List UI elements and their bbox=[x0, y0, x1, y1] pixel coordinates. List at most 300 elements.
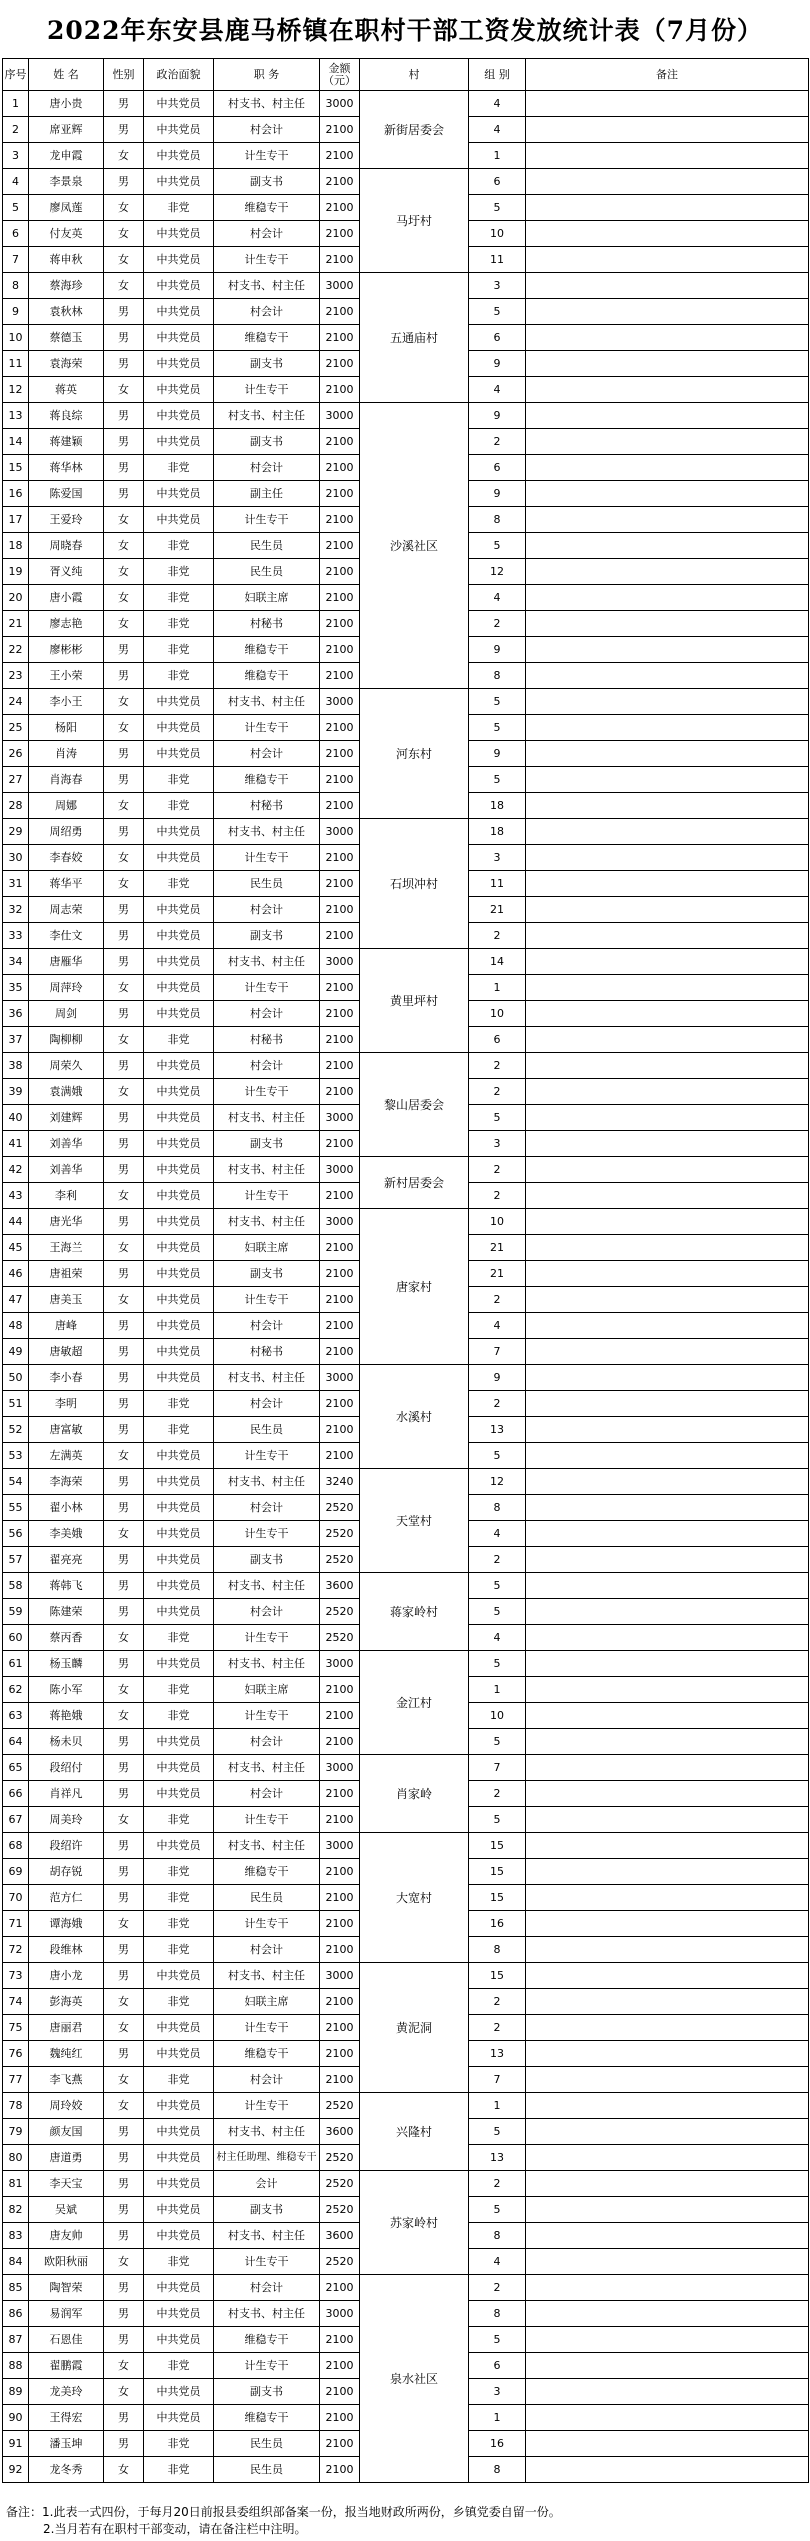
cell-no: 9 bbox=[3, 299, 29, 325]
cell-name: 蒋艳娥 bbox=[29, 1703, 104, 1729]
cell-amount: 2100 bbox=[320, 1053, 360, 1079]
cell-name: 蒋申秋 bbox=[29, 247, 104, 273]
cell-group: 8 bbox=[469, 507, 526, 533]
cell-amount: 2100 bbox=[320, 2067, 360, 2093]
cell-group: 10 bbox=[469, 221, 526, 247]
cell-amount: 2100 bbox=[320, 507, 360, 533]
header-group: 组 别 bbox=[469, 59, 526, 91]
cell-remark bbox=[526, 949, 809, 975]
cell-sex: 女 bbox=[104, 845, 144, 871]
cell-name: 吴斌 bbox=[29, 2197, 104, 2223]
cell-post: 村会计 bbox=[214, 1001, 320, 1027]
cell-post: 村秘书 bbox=[214, 1027, 320, 1053]
cell-post: 副支书 bbox=[214, 169, 320, 195]
cell-party: 非党 bbox=[144, 585, 214, 611]
cell-group: 7 bbox=[469, 1755, 526, 1781]
cell-name: 唐富敏 bbox=[29, 1417, 104, 1443]
cell-amount: 2100 bbox=[320, 2353, 360, 2379]
cell-post: 村支书、村主任 bbox=[214, 2301, 320, 2327]
cell-remark bbox=[526, 2249, 809, 2275]
cell-party: 中共党员 bbox=[144, 1079, 214, 1105]
table-row bbox=[3, 91, 809, 117]
cell-group: 4 bbox=[469, 1625, 526, 1651]
cell-post: 村支书、村主任 bbox=[214, 1209, 320, 1235]
cell-sex: 女 bbox=[104, 143, 144, 169]
cell-amount: 2100 bbox=[320, 2275, 360, 2301]
cell-amount: 2100 bbox=[320, 2041, 360, 2067]
cell-post: 村支书、村主任 bbox=[214, 1755, 320, 1781]
cell-sex: 男 bbox=[104, 949, 144, 975]
cell-group: 15 bbox=[469, 1833, 526, 1859]
cell-remark bbox=[526, 637, 809, 663]
cell-sex: 男 bbox=[104, 1469, 144, 1495]
cell-name: 胥义纯 bbox=[29, 559, 104, 585]
cell-post: 村支书、村主任 bbox=[214, 689, 320, 715]
cell-no: 28 bbox=[3, 793, 29, 819]
cell-sex: 男 bbox=[104, 741, 144, 767]
cell-remark bbox=[526, 2197, 809, 2223]
table-header-row bbox=[3, 59, 809, 91]
cell-sex: 男 bbox=[104, 1339, 144, 1365]
cell-sex: 男 bbox=[104, 481, 144, 507]
cell-party: 非党 bbox=[144, 767, 214, 793]
cell-no: 71 bbox=[3, 1911, 29, 1937]
cell-no: 24 bbox=[3, 689, 29, 715]
cell-party: 非党 bbox=[144, 2067, 214, 2093]
cell-no: 7 bbox=[3, 247, 29, 273]
cell-no: 35 bbox=[3, 975, 29, 1001]
cell-post: 民生员 bbox=[214, 559, 320, 585]
cell-village: 水溪村 bbox=[360, 1365, 469, 1469]
cell-name: 蒋韩飞 bbox=[29, 1573, 104, 1599]
cell-post: 民生员 bbox=[214, 2457, 320, 2483]
cell-party: 中共党员 bbox=[144, 481, 214, 507]
cell-remark bbox=[526, 1027, 809, 1053]
cell-party: 中共党员 bbox=[144, 1755, 214, 1781]
cell-sex: 男 bbox=[104, 897, 144, 923]
cell-amount: 2520 bbox=[320, 1625, 360, 1651]
cell-amount: 3240 bbox=[320, 1469, 360, 1495]
cell-post: 村会计 bbox=[214, 1729, 320, 1755]
cell-name: 李明 bbox=[29, 1391, 104, 1417]
cell-post: 计生专干 bbox=[214, 143, 320, 169]
cell-amount: 2100 bbox=[320, 1131, 360, 1157]
cell-name: 李利 bbox=[29, 1183, 104, 1209]
cell-name: 唐小霞 bbox=[29, 585, 104, 611]
cell-sex: 女 bbox=[104, 1703, 144, 1729]
cell-no: 72 bbox=[3, 1937, 29, 1963]
cell-group: 16 bbox=[469, 1911, 526, 1937]
cell-no: 21 bbox=[3, 611, 29, 637]
cell-sex: 男 bbox=[104, 2041, 144, 2067]
cell-village: 河东村 bbox=[360, 689, 469, 819]
cell-party: 中共党员 bbox=[144, 715, 214, 741]
cell-remark bbox=[526, 2171, 809, 2197]
cell-post: 村支书、村主任 bbox=[214, 1469, 320, 1495]
cell-amount: 3000 bbox=[320, 403, 360, 429]
cell-group: 5 bbox=[469, 2197, 526, 2223]
cell-group: 1 bbox=[469, 1677, 526, 1703]
cell-remark bbox=[526, 585, 809, 611]
cell-party: 中共党员 bbox=[144, 897, 214, 923]
cell-party: 中共党员 bbox=[144, 1157, 214, 1183]
cell-village: 金江村 bbox=[360, 1651, 469, 1755]
cell-post: 副支书 bbox=[214, 2379, 320, 2405]
cell-post: 副支书 bbox=[214, 1547, 320, 1573]
cell-party: 中共党员 bbox=[144, 1053, 214, 1079]
cell-party: 中共党员 bbox=[144, 689, 214, 715]
cell-no: 92 bbox=[3, 2457, 29, 2483]
cell-no: 34 bbox=[3, 949, 29, 975]
cell-amount: 3000 bbox=[320, 1755, 360, 1781]
cell-sex: 男 bbox=[104, 1885, 144, 1911]
cell-party: 中共党员 bbox=[144, 1963, 214, 1989]
cell-amount: 2520 bbox=[320, 1521, 360, 1547]
cell-name: 范方仁 bbox=[29, 1885, 104, 1911]
cell-party: 中共党员 bbox=[144, 1833, 214, 1859]
table-row bbox=[3, 1365, 809, 1391]
cell-name: 蔡丙香 bbox=[29, 1625, 104, 1651]
cell-group: 11 bbox=[469, 247, 526, 273]
cell-post: 维稳专干 bbox=[214, 325, 320, 351]
cell-remark bbox=[526, 377, 809, 403]
cell-sex: 男 bbox=[104, 169, 144, 195]
cell-party: 中共党员 bbox=[144, 1287, 214, 1313]
cell-name: 廖彬彬 bbox=[29, 637, 104, 663]
cell-no: 36 bbox=[3, 1001, 29, 1027]
cell-post: 村支书、村主任 bbox=[214, 91, 320, 117]
cell-amount: 2100 bbox=[320, 767, 360, 793]
cell-party: 中共党员 bbox=[144, 1495, 214, 1521]
table-row bbox=[3, 273, 809, 299]
cell-amount: 2100 bbox=[320, 1781, 360, 1807]
cell-no: 86 bbox=[3, 2301, 29, 2327]
cell-name: 陈建荣 bbox=[29, 1599, 104, 1625]
cell-group: 2 bbox=[469, 2171, 526, 2197]
cell-group: 5 bbox=[469, 767, 526, 793]
cell-party: 中共党员 bbox=[144, 1729, 214, 1755]
cell-amount: 2100 bbox=[320, 1235, 360, 1261]
cell-remark bbox=[526, 559, 809, 585]
cell-group: 2 bbox=[469, 611, 526, 637]
cell-party: 中共党员 bbox=[144, 2041, 214, 2067]
cell-post: 村支书、村主任 bbox=[214, 949, 320, 975]
cell-sex: 男 bbox=[104, 429, 144, 455]
cell-remark bbox=[526, 221, 809, 247]
cell-name: 唐光华 bbox=[29, 1209, 104, 1235]
cell-party: 非党 bbox=[144, 1703, 214, 1729]
cell-no: 31 bbox=[3, 871, 29, 897]
cell-post: 妇联主席 bbox=[214, 1235, 320, 1261]
table-row bbox=[3, 1833, 809, 1859]
cell-name: 颜友国 bbox=[29, 2119, 104, 2145]
cell-party: 中共党员 bbox=[144, 273, 214, 299]
cell-group: 7 bbox=[469, 1339, 526, 1365]
cell-party: 中共党员 bbox=[144, 403, 214, 429]
cell-village: 黎山居委会 bbox=[360, 1053, 469, 1157]
cell-remark bbox=[526, 2223, 809, 2249]
cell-sex: 男 bbox=[104, 1261, 144, 1287]
table-row bbox=[3, 1651, 809, 1677]
cell-no: 62 bbox=[3, 1677, 29, 1703]
cell-sex: 男 bbox=[104, 1131, 144, 1157]
cell-sex: 男 bbox=[104, 1365, 144, 1391]
cell-group: 8 bbox=[469, 1937, 526, 1963]
cell-group: 5 bbox=[469, 1105, 526, 1131]
cell-sex: 女 bbox=[104, 1443, 144, 1469]
cell-name: 段维林 bbox=[29, 1937, 104, 1963]
cell-remark bbox=[526, 2457, 809, 2483]
cell-post: 村支书、村主任 bbox=[214, 2119, 320, 2145]
cell-group: 4 bbox=[469, 117, 526, 143]
cell-village: 五通庙村 bbox=[360, 273, 469, 403]
cell-sex: 男 bbox=[104, 299, 144, 325]
cell-post: 村支书、村主任 bbox=[214, 1573, 320, 1599]
cell-sex: 女 bbox=[104, 2249, 144, 2275]
cell-village: 沙溪社区 bbox=[360, 403, 469, 689]
cell-no: 8 bbox=[3, 273, 29, 299]
cell-amount: 2100 bbox=[320, 845, 360, 871]
cell-name: 唐美玉 bbox=[29, 1287, 104, 1313]
cell-amount: 3000 bbox=[320, 1209, 360, 1235]
cell-party: 中共党员 bbox=[144, 2405, 214, 2431]
cell-amount: 3000 bbox=[320, 91, 360, 117]
cell-sex: 男 bbox=[104, 1053, 144, 1079]
cell-group: 6 bbox=[469, 2353, 526, 2379]
cell-remark bbox=[526, 1963, 809, 1989]
cell-no: 49 bbox=[3, 1339, 29, 1365]
cell-no: 25 bbox=[3, 715, 29, 741]
cell-party: 中共党员 bbox=[144, 2327, 214, 2353]
cell-group: 8 bbox=[469, 2457, 526, 2483]
cell-name: 石恩佳 bbox=[29, 2327, 104, 2353]
cell-group: 21 bbox=[469, 1235, 526, 1261]
cell-party: 非党 bbox=[144, 195, 214, 221]
cell-name: 周绍勇 bbox=[29, 819, 104, 845]
cell-post: 妇联主席 bbox=[214, 1989, 320, 2015]
cell-party: 中共党员 bbox=[144, 1105, 214, 1131]
cell-name: 唐雁华 bbox=[29, 949, 104, 975]
cell-remark bbox=[526, 117, 809, 143]
cell-village: 石坝冲村 bbox=[360, 819, 469, 949]
cell-no: 55 bbox=[3, 1495, 29, 1521]
cell-no: 43 bbox=[3, 1183, 29, 1209]
header-village: 村 bbox=[360, 59, 469, 91]
cell-name: 李春姣 bbox=[29, 845, 104, 871]
cell-remark bbox=[526, 2145, 809, 2171]
cell-no: 85 bbox=[3, 2275, 29, 2301]
cell-remark bbox=[526, 1105, 809, 1131]
cell-post: 村会计 bbox=[214, 2067, 320, 2093]
cell-remark bbox=[526, 1495, 809, 1521]
cell-name: 唐敏超 bbox=[29, 1339, 104, 1365]
cell-amount: 2100 bbox=[320, 1027, 360, 1053]
cell-post: 村支书、村主任 bbox=[214, 1651, 320, 1677]
cell-no: 18 bbox=[3, 533, 29, 559]
cell-post: 计生专干 bbox=[214, 715, 320, 741]
cell-sex: 男 bbox=[104, 1417, 144, 1443]
cell-amount: 2100 bbox=[320, 1391, 360, 1417]
cell-party: 中共党员 bbox=[144, 741, 214, 767]
table-row bbox=[3, 2093, 809, 2119]
cell-no: 16 bbox=[3, 481, 29, 507]
cell-amount: 2100 bbox=[320, 377, 360, 403]
cell-name: 唐丽君 bbox=[29, 2015, 104, 2041]
cell-post: 计生专干 bbox=[214, 2249, 320, 2275]
cell-group: 1 bbox=[469, 2405, 526, 2431]
cell-sex: 女 bbox=[104, 2067, 144, 2093]
cell-name: 蔡海珍 bbox=[29, 273, 104, 299]
cell-remark bbox=[526, 2431, 809, 2457]
cell-post: 维稳专干 bbox=[214, 2327, 320, 2353]
cell-remark bbox=[526, 1391, 809, 1417]
cell-amount: 2100 bbox=[320, 1417, 360, 1443]
cell-name: 李小春 bbox=[29, 1365, 104, 1391]
cell-no: 51 bbox=[3, 1391, 29, 1417]
cell-name: 王小荣 bbox=[29, 663, 104, 689]
cell-group: 13 bbox=[469, 1417, 526, 1443]
cell-remark bbox=[526, 1183, 809, 1209]
cell-name: 肖海春 bbox=[29, 767, 104, 793]
cell-post: 副支书 bbox=[214, 2197, 320, 2223]
cell-no: 56 bbox=[3, 1521, 29, 1547]
cell-post: 村支书、村主任 bbox=[214, 2223, 320, 2249]
cell-amount: 2100 bbox=[320, 1183, 360, 1209]
cell-amount: 2100 bbox=[320, 351, 360, 377]
cell-amount: 2520 bbox=[320, 2171, 360, 2197]
cell-post: 村支书、村主任 bbox=[214, 1833, 320, 1859]
cell-no: 38 bbox=[3, 1053, 29, 1079]
cell-no: 5 bbox=[3, 195, 29, 221]
cell-sex: 女 bbox=[104, 2353, 144, 2379]
cell-group: 3 bbox=[469, 1131, 526, 1157]
cell-party: 中共党员 bbox=[144, 429, 214, 455]
cell-amount: 2520 bbox=[320, 1599, 360, 1625]
cell-party: 中共党员 bbox=[144, 1651, 214, 1677]
cell-no: 88 bbox=[3, 2353, 29, 2379]
cell-no: 4 bbox=[3, 169, 29, 195]
cell-name: 廖志艳 bbox=[29, 611, 104, 637]
cell-party: 非党 bbox=[144, 2457, 214, 2483]
cell-sex: 男 bbox=[104, 1833, 144, 1859]
cell-sex: 男 bbox=[104, 1001, 144, 1027]
header-remark: 备注 bbox=[526, 59, 809, 91]
cell-post: 村会计 bbox=[214, 1599, 320, 1625]
cell-no: 10 bbox=[3, 325, 29, 351]
cell-village: 兴隆村 bbox=[360, 2093, 469, 2171]
cell-name: 胡存锐 bbox=[29, 1859, 104, 1885]
cell-name: 陶柳柳 bbox=[29, 1027, 104, 1053]
cell-name: 蒋良综 bbox=[29, 403, 104, 429]
cell-name: 段绍付 bbox=[29, 1755, 104, 1781]
cell-post: 村会计 bbox=[214, 117, 320, 143]
cell-remark bbox=[526, 1547, 809, 1573]
cell-party: 中共党员 bbox=[144, 325, 214, 351]
cell-party: 中共党员 bbox=[144, 1443, 214, 1469]
cell-sex: 女 bbox=[104, 2093, 144, 2119]
cell-village: 新村居委会 bbox=[360, 1157, 469, 1209]
cell-amount: 3000 bbox=[320, 1963, 360, 1989]
cell-sex: 男 bbox=[104, 403, 144, 429]
cell-name: 席亚辉 bbox=[29, 117, 104, 143]
cell-group: 18 bbox=[469, 819, 526, 845]
cell-post: 副支书 bbox=[214, 429, 320, 455]
cell-group: 6 bbox=[469, 1027, 526, 1053]
table-row bbox=[3, 1963, 809, 1989]
cell-group: 2 bbox=[469, 1183, 526, 1209]
cell-remark bbox=[526, 1417, 809, 1443]
cell-name: 唐道勇 bbox=[29, 2145, 104, 2171]
cell-name: 李景泉 bbox=[29, 169, 104, 195]
cell-post: 村会计 bbox=[214, 1391, 320, 1417]
cell-post: 村秘书 bbox=[214, 793, 320, 819]
cell-remark bbox=[526, 871, 809, 897]
cell-post: 计生专干 bbox=[214, 1443, 320, 1469]
cell-group: 2 bbox=[469, 1079, 526, 1105]
cell-party: 中共党员 bbox=[144, 143, 214, 169]
cell-group: 4 bbox=[469, 1313, 526, 1339]
cell-party: 中共党员 bbox=[144, 1183, 214, 1209]
cell-amount: 2100 bbox=[320, 481, 360, 507]
cell-post: 计生专干 bbox=[214, 1521, 320, 1547]
cell-no: 39 bbox=[3, 1079, 29, 1105]
cell-amount: 2100 bbox=[320, 637, 360, 663]
cell-amount: 2100 bbox=[320, 741, 360, 767]
cell-group: 6 bbox=[469, 455, 526, 481]
cell-village: 天堂村 bbox=[360, 1469, 469, 1573]
cell-sex: 男 bbox=[104, 1157, 144, 1183]
footnotes bbox=[0, 2504, 810, 2541]
cell-sex: 男 bbox=[104, 1313, 144, 1339]
cell-remark bbox=[526, 2015, 809, 2041]
cell-sex: 男 bbox=[104, 2431, 144, 2457]
table-row bbox=[3, 1157, 809, 1183]
cell-party: 中共党员 bbox=[144, 949, 214, 975]
cell-sex: 女 bbox=[104, 1027, 144, 1053]
cell-name: 易润军 bbox=[29, 2301, 104, 2327]
cell-sex: 男 bbox=[104, 2197, 144, 2223]
cell-amount: 2100 bbox=[320, 2457, 360, 2483]
cell-post: 村会计 bbox=[214, 1053, 320, 1079]
cell-no: 80 bbox=[3, 2145, 29, 2171]
cell-remark bbox=[526, 169, 809, 195]
cell-group: 1 bbox=[469, 143, 526, 169]
cell-post: 维稳专干 bbox=[214, 637, 320, 663]
cell-no: 40 bbox=[3, 1105, 29, 1131]
cell-amount: 2100 bbox=[320, 1001, 360, 1027]
cell-group: 6 bbox=[469, 325, 526, 351]
cell-post: 计生专干 bbox=[214, 1183, 320, 1209]
cell-name: 刘建辉 bbox=[29, 1105, 104, 1131]
cell-no: 82 bbox=[3, 2197, 29, 2223]
cell-no: 57 bbox=[3, 1547, 29, 1573]
cell-post: 维稳专干 bbox=[214, 1859, 320, 1885]
cell-amount: 2100 bbox=[320, 1989, 360, 2015]
cell-amount: 3000 bbox=[320, 689, 360, 715]
cell-sex: 女 bbox=[104, 195, 144, 221]
cell-name: 李小王 bbox=[29, 689, 104, 715]
cell-name: 彭海英 bbox=[29, 1989, 104, 2015]
cell-remark bbox=[526, 1339, 809, 1365]
cell-remark bbox=[526, 1885, 809, 1911]
cell-remark bbox=[526, 1469, 809, 1495]
cell-amount: 2100 bbox=[320, 299, 360, 325]
cell-post: 计生专干 bbox=[214, 1079, 320, 1105]
cell-group: 9 bbox=[469, 481, 526, 507]
cell-post: 计生专干 bbox=[214, 377, 320, 403]
table-row bbox=[3, 1469, 809, 1495]
cell-name: 王得宏 bbox=[29, 2405, 104, 2431]
